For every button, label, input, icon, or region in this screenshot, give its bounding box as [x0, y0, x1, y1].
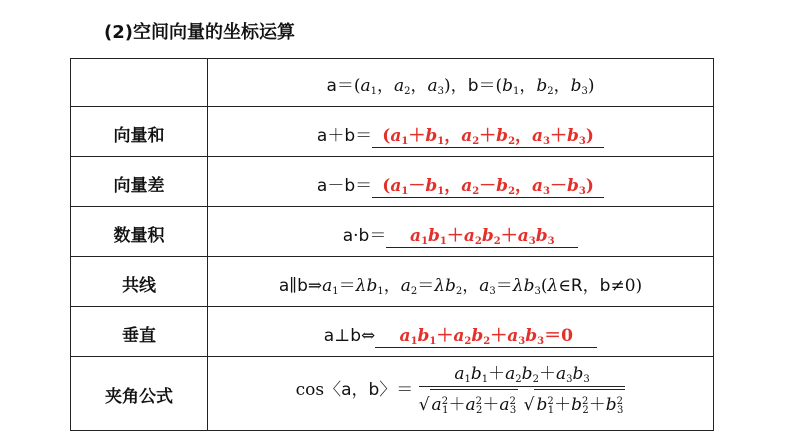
row-divider — [71, 206, 713, 207]
angle-formula: cos〈a，b〉＝ $\frac{a_1b_1+a_2b_2+a_3b_3}{√ a^2_1+a^2_2+a^2_3 √ b^2_1+b^2_2+b^2_3}$ — [208, 359, 713, 416]
perpendicular-condition: a⊥b⇔ $a_1b_1+a_2b_2+a_3b_3=0$ — [208, 321, 713, 348]
row-label-sum: 向量和 — [113, 126, 165, 146]
row-label-angle-formula: 夹角公式 — [105, 387, 173, 407]
sum-formula: $a+b= (a_1+b_1$，$a_2+b_2$，$a_3+b_3$) — [208, 121, 713, 148]
section-title: (2)空间向量的坐标运算 — [104, 22, 295, 43]
row-divider — [71, 306, 713, 307]
coordinate-operations-table — [70, 58, 714, 431]
row-label-dot-product: 数量积 — [113, 226, 165, 246]
row-divider — [71, 256, 713, 257]
dot-product-formula: $a\cdot b= a_1b_1+a_2b_2+a_3b_3$ — [208, 221, 713, 248]
vector-definition: $a=(a_1$，$a_2$，$a_3$)，$b=(b_1$，$b_2$，$b_3$) — [326, 76, 595, 97]
difference-formula: $a-b= (a_1-b_1$，$a_2-b_2$，$a_3-b_3$) — [208, 171, 713, 198]
row-divider — [71, 356, 713, 357]
row-label-perpendicular: 垂直 — [122, 326, 156, 346]
row-divider — [71, 156, 713, 157]
collinear-condition: $a\parallel b\Rightarrow a_1=\lambda b_1$，$a_2=\lambda b_2$，$a_3=\lambda b_3(\lambda\in R$，b≠0) — [278, 276, 643, 297]
cosine-fraction: $\frac{a_1b_1+a_2b_2+a_3b_3}{√ a^2_1+a^2_2+a^2_3 √ b^2_1+b^2_2+b^2_3}$ — [419, 359, 626, 416]
row-divider — [71, 106, 713, 107]
row-label-collinear: 共线 — [122, 276, 156, 296]
row-label-difference: 向量差 — [113, 176, 165, 196]
